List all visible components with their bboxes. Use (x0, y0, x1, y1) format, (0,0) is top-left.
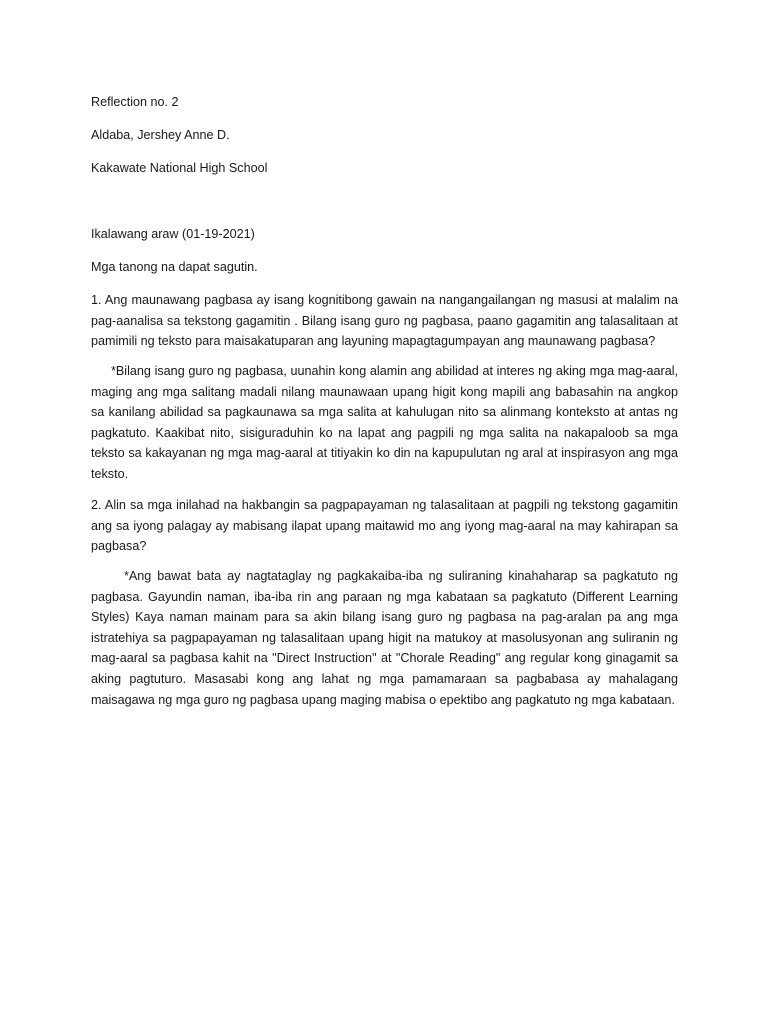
reflection-title: Reflection no. 2 (91, 95, 179, 109)
question-1: 1. Ang maunawang pagbasa ay isang kognitibong gawain na nangangailangan ng masusi at malalim na pag-aanalisa sa tekstong gagamitin . Bilang isang guro ng pagbasa, paano gagamitin ang talasalitaan at pamimili ng teksto para maisakatuparan ang layuning mapagtagumpayan ang maunawang pagbasa? (91, 293, 678, 349)
questions-heading: Mga tanong na dapat sagutin. (91, 260, 258, 274)
answer-1: *Bilang isang guro ng pagbasa, uunahin kong alamin ang abilidad at interes ng aking mga mag-aaral, maging ang mga salitang madali nilang maunawaan upang higit kong mapili ang babasahin na angkop sa kanilang abilidad sa pagkaunawa sa mga salita at kahulugan nito sa alinmang konteksto at antas ng pagkatuto. Kaakibat nito, sisiguraduhin ko na lapat ang pagpili ng mga salita na nakapaloob sa mga teksto sa kakayanan ng mga mag-aaral at titiyakin ko din na kapupulutan ng aral at inspirasyon ang mga teksto. (91, 364, 678, 481)
question-2: 2. Alin sa mga inilahad na hakbangin sa pagpapayaman ng talasalitaan at pagpili ng tekstong gagamitin ang sa iyong palagay ay mabisang ilapat upang maitawid mo ang iyong mag-aaral na may kahirapan sa pagbasa? (91, 498, 678, 554)
answer-2: *Ang bawat bata ay nagtataglay ng pagkakaiba-iba ng suliraning kinahaharap sa pagkatuto ng pagbasa. Gayundin naman, iba-iba rin ang paraan ng mga kabataan sa pagkatuto (Different Learning Styles) Kaya naman mainam para sa akin bilang isang guro ng pagbasa na pag-aralan pa ang mga istratehiya sa pagpapayaman ng talasalitaan upang higit na matukoy at masolusyonan ang suliranin ng mag-aaral sa pagbasa kahit na "Direct Instruction" at "Chorale Reading" ang regular kong ginagamit sa aking pagtuturo. Masasabi kong ang lahat ng mga pamamaraan sa pagbabasa ay mahalagang maisagawa ng mga guro ng pagbasa upang maging mabisa o epektibo ang pagkatuto ng mga kabataan. (91, 569, 678, 707)
author-name: Aldaba, Jershey Anne D. (91, 128, 230, 142)
school-name: Kakawate National High School (91, 161, 268, 175)
day-label: Ikalawang araw (01-19-2021) (91, 227, 255, 241)
